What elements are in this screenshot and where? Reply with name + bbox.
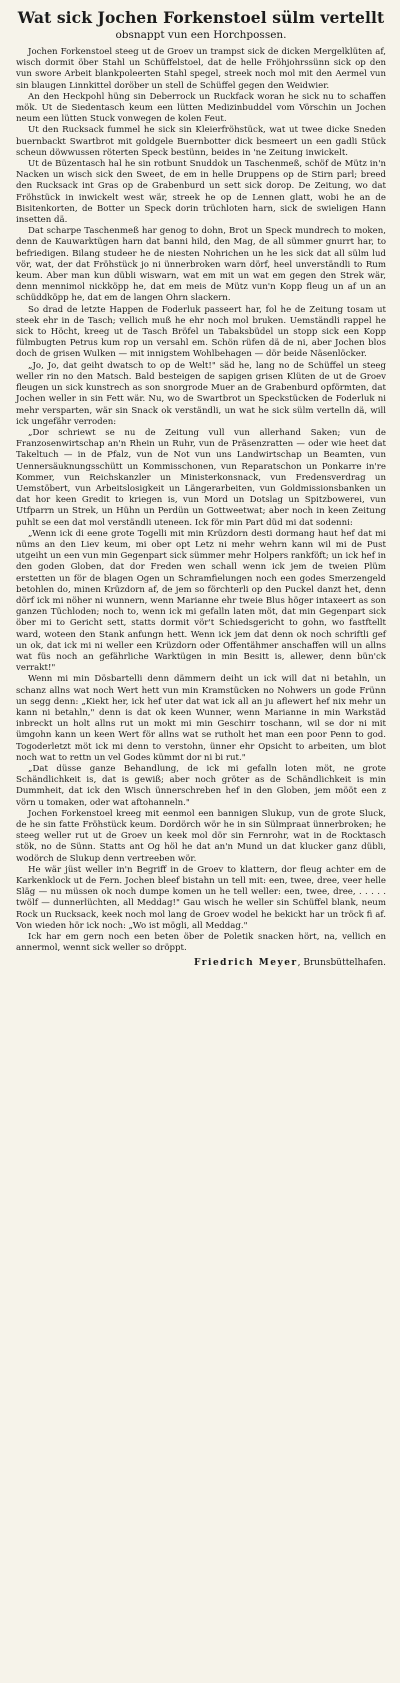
paragraph: Wenn mi min Dösbartelli denn dämmern deiht un ick will dat ni betahln, un schanz allns wat noch Wert hett vun min Kramstücken no Nohwers un gode Frünn un segg denn: „Kiekt her, ick hef uter dat wat ick all an ju aflewert hef nix mehr un kann ni betahln," denn is dat ok keen Wunner, wenn Marianne in min Warkstäd inbreckt un holt allns rut un mokt mi min Geschirr toschann, wil se dor ni mit ümgohn kann un keen Wert för allns wat se rutholt het man een poor Penn to god. Togoderletzt möt ick mi denn to verstohn, ünner ehr Opsicht to arbeiten, um blot noch wat to rettn un vel Godes kümmt dor ni bi rut." xyxy=(16,674,386,763)
paragraph: Jochen Forkenstoel kreeg mit eenmol een bannigen Slukup, vun de grote Sluck, de he sin fatte Fröhstück keum. Dordörch wör he in sin Sülmpraat ünnerbroken; he steeg weller rut ut de Groev un keek mol dör sin Fernrohr, wat in de Rocktasch stök, no de Sünn. Statts ant Og höl he dat an'n Mund un dat klucker ganz dübli, wodörch de Slukup denn vertreeben wör. xyxy=(16,808,386,864)
paragraph: „Wenn ick di eene grote Togelli mit min Krüzdorn desti dormang haut hef dat mi nüms an den Liev keum, mi ober opt Letz ni mehr wehrn kann wil mi de Pust utgeiht un een vun min Gegenpart sick sümmer mehr Holpers rankföft; un ick hef in den goden Globen, dat dor Freden wen schall wenn ick jem de tweien Plüm erstetten un för de blagen Ogen un Schramfielungen noch een godes Smerzengeld betohlen do, minen Krüzdorn af, de jem so förchterli op den Puckel danzt het, denn dörf ick mi nöher ni wunnern, wenn Marianne ehr tweie Blus höger intaxeert as son ganzen Tüchloden; noch to, wenn ick mi gefalln laten möt, dat min Gegenpart sick öber mi to Gericht sett, statts dormit vör't Schiedsgericht to gohn, wo fastftellt ward, woteen den Stank anfungn hett. Wenn ick jem dat denn ok noch schriftli gef un ok, dat ick mi ni weller een Krüzdorn oder Offentähmer anschaffen will un allns wat füs noch an gefährliche Warktügen in min Besitt is, allewer, denn bün'ck verrakt!" xyxy=(16,528,386,674)
author-name: Friedrich Meyer xyxy=(194,958,298,969)
paragraph: Dat scharpe Taschenmeß har genog to dohn, Brot un Speck mundrech to moken, denn de Kauwarktügen harn dat banni hild, den Mag, de all sümmer gnurrt har, to befriedigen. Bilang studeer he de niesten Nohrichen un he les sick dat all sülm lud vör, wat, der dat Fröhstück jo ni ünnerbroken warn dörf, heel unverständli to Rum keum. Aber man kun dübli wiswarn, wat em mit un wat em gegen den Strek wär, denn mennimol nickköpp he, dat em meis de Mütz vun'n Kopp fleug un af un an schüddköpp he, dat em de langen Ohrn slackern. xyxy=(16,226,386,304)
paragraph: Jochen Forkenstoel steeg ut de Groev un trampst sick de dicken Mergelklüten af, wisch dormit öber Stahl un Schüffelstoel, dat de helle Fröhjohrssünn sick op den vun swore Arbeit blankpoleerten Stahl spegel, streek noch mol mit den Aermel vun sin blaugen Linnkittel doröber un stell de Schüffel gegen den Weidwier. xyxy=(16,47,386,91)
paragraph: Ut den Rucksack fummel he sick sin Kleierfröhstück, wat ut twee dicke Sneden buernbackt Swartbrot mit goldgele Buernbotter dick besmeert un een gadli Stück scheun döwwussen röterten Speck bestünn, beides in 'ne Zeitung inwickelt. xyxy=(16,125,386,158)
author-place: , Brunsbüttelhafen. xyxy=(297,958,386,969)
paragraph: „Dat düsse ganze Behandlung, de ick mi gefalln loten möt, ne grote Schändlichkeit is, dat is gewiß; aber noch gröter as de Schändlichkeit is min Dummheit, dat ick den Wisch ünnerschreben hef in den Globen, jem mööt een z vörn u tomaken, oder wat aftohanneln." xyxy=(16,764,386,808)
paragraph: Ick har em gern noch een beten öber de Poletik snacken hört, na, vellich en annermol, wennt sick weller so dröppt. xyxy=(16,932,386,954)
article-body xyxy=(16,47,386,954)
article-subtitle: obsnappt vun een Horchpossen. xyxy=(115,29,287,41)
paragraph: So drad de letzte Happen de Foderluk passeert har, fol he de Zeitung tosam ut steek ehr in de Tasch; vellich muß he ehr noch mol bruken. Uemständli rappel he sick to Höcht, kreeg ut de Tasch Bröfel un Tabaksbüdel un stopp sick een Kopp fülmbugten Petrus kum rop un versahl em. Schön rüfen dä de ni, aber Jochen blos doch de grisen Wulken — mit innigstem Wohlbehagen — dör beide Näsenlöcker. xyxy=(16,304,386,360)
paragraph: „Jo, Jo, dat geiht dwatsch to op de Welt!" säd he, lang no de Schüffel un steeg weller rin no den Matsch. Bald besteigen de sapigen grisen Klüten de ut de Groev fleugen un sick kunstrech as son snorgrode Muer an de Grabenburd opförmten, dat Jochen weller in sin Fett wär. Nu, wo de Swartbrot un Speckstücken de Foderluk ni mehr versparten, wär sin Snack ok verständli, un wat he sick sülm vertelln dä, will ick ungefähr verroden: xyxy=(16,360,386,427)
article-title: Wat sick Jochen Forkenstoel sülm vertellt xyxy=(17,8,385,27)
signature xyxy=(16,957,386,969)
paragraph: „Dor schriewt se nu de Zeitung vull vun allerhand Saken; vun de Franzosenwirtschap an'n Rhein un Ruhr, vun de Präsenzratten — oder wie heet dat Takeltuch — in de Pfalz, vun de Not vun uns Landwirtschap un Beamten, vun Uennersäuknungsschütt un Kommisschonen, vun Reparatschon un Ponkarre in're Kommer, vun Reichskanzler un Ministerkonsnack, vun Fredensverdrag un Uemstöbert, vun Arbeitslosigkeit un Längerarbeiten, vun Goldmissionsbanken un dat hor keen Gredit to kriegen is, vun Mord un Dotslag un Spitzbowerei, vun Utfparrn un Strek, un Hühn un Perdün un Gottweetwat; aber noch in keen Zeitung puhlt se een dat mol verständli uteneen. Ick för min Part düd mi dat sodenni: xyxy=(16,427,386,528)
paragraph: He wär jüst weller in'n Begriff in de Groev to klattern, dor fleug achter em de Karkenklock ut de Fern. Jochen bleef bistahn un tell mit: een, twee, dree, veer helle Släg — nu müssen ok noch dumpe komen un he tell weller: een, twee, dree, . . . . . twölf — dunnerlüchten, all Meddag!" Gau wisch he weller sin Schüffel blank, neum Rock un Rucksack, keek noch mol lang de Groev wodel he bekickt har un tröck fi af. Von wieden hör ick noch: „Wo ist mögli, all Meddag." xyxy=(16,864,386,931)
paragraph: Ut de Büzentasch hal he sin rotbunt Snuddok un Taschenmeß, schöf de Mütz in'n Nacken un wisch sick den Sweet, de em in helle Druppens op de Stirn parl; breed den Rucksack int Gras op de Grabenburd un sett sick dorop. De Zeitung, wo dat Fröhstück in inwickelt west wär, streek he op de Lennen glatt, wobi he an de Bisitenkorten, de Botter un Speck dorin trüchloten harn, sick de swieligen Hann insetten dä. xyxy=(16,159,386,226)
paragraph: An den Heckpohl hüng sin Deberrock un Ruckfack woran he sick nu to schaffen mök. Ut de Siedentasch keum een lütten Medizinbuddel vom Vörschin un Jochen neum een lütten Stuck vonwegen de kolen Feut. xyxy=(16,91,386,125)
